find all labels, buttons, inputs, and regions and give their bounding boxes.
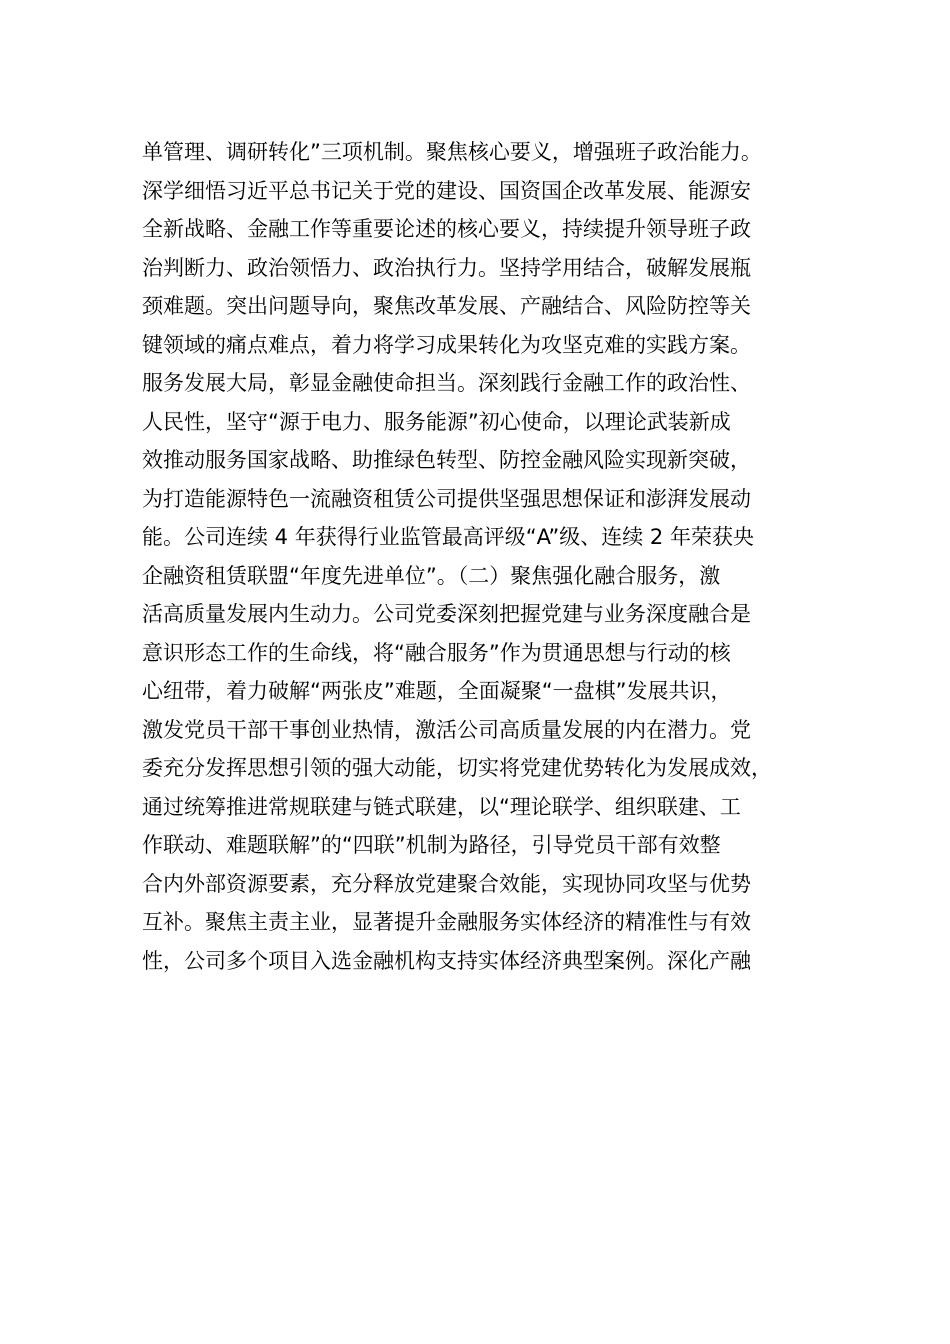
text-line: 互补。聚焦主责主业，显著提升金融服务实体经济的精准性与有效 (142, 910, 751, 934)
text-line: 性，公司多个项目入选金融机构支持实体经济典型案例。深化产融 (142, 948, 751, 973)
text-line: 活高质量发展内生动力。公司党委深刻把握党建与业务深度融合是 (142, 602, 751, 626)
text-line: 作联动、难题联解”的“四联”机制为路径，引导党员干部有效整 (142, 833, 721, 857)
text-line: 效推动服务国家战略、助推绿色转型、防控金融风险实现新突破， (142, 448, 751, 472)
text-line: 键领域的痛点难点，着力将学习成果转化为攻坚克难的实践方案。 (142, 332, 751, 357)
text-line: 颈难题。突出问题导向，聚焦改革发展、产融结合、风险防控等关 (142, 294, 751, 318)
text-line: 人民性，坚守“源于电力、服务能源”初心使命，以理论武装新成 (142, 409, 731, 434)
text-line: 深学细悟习近平总书记关于党的建设、国资国企改革发展、能源安 (142, 178, 751, 203)
text-line: 通过统筹推进常规联建与链式联建，以“理论联学、组织联建、工 (142, 794, 741, 819)
text-line: 全新战略、金融工作等重要论述的核心要义，持续提升领导班子政 (142, 217, 751, 241)
text-line: 服务发展大局，彰显金融使命担当。深刻践行金融工作的政治性、 (142, 371, 751, 395)
text-line: 意识形态工作的生命线，将“融合服务”作为贯通思想与行动的核 (142, 640, 731, 665)
text-line: 治判断力、政治领悟力、政治执行力。坚持学用结合，破解发展瓶 (142, 255, 751, 280)
text-line: 心纽带，着力破解“两张皮”难题，全面凝聚“一盘棋”发展共识， (142, 679, 732, 703)
text-line: 企融资租赁联盟“年度先进单位”。（二）聚焦强化融合服务，激 (142, 563, 721, 588)
text-line: 激发党员干部干事创业热情，激活公司高质量发展的内在潜力。党 (142, 717, 751, 742)
text-line: 委充分发挥思想引领的强大动能，切实将党建优势转化为发展成效， (142, 756, 772, 780)
body-text (142, 133, 822, 980)
text-line: 能。公司连续 4 年获得行业监管最高评级“A”级、连续 2 年荣获央 (142, 525, 754, 549)
text-line: 合内外部资源要素，充分释放党建聚合效能，实现协同攻坚与优势 (142, 871, 751, 896)
text-line: 为打造能源特色一流融资租赁公司提供坚强思想保证和澎湃发展动 (142, 486, 751, 511)
text-line: 单管理、调研转化”三项机制。聚焦核心要义，增强班子政治能力。 (142, 140, 762, 164)
